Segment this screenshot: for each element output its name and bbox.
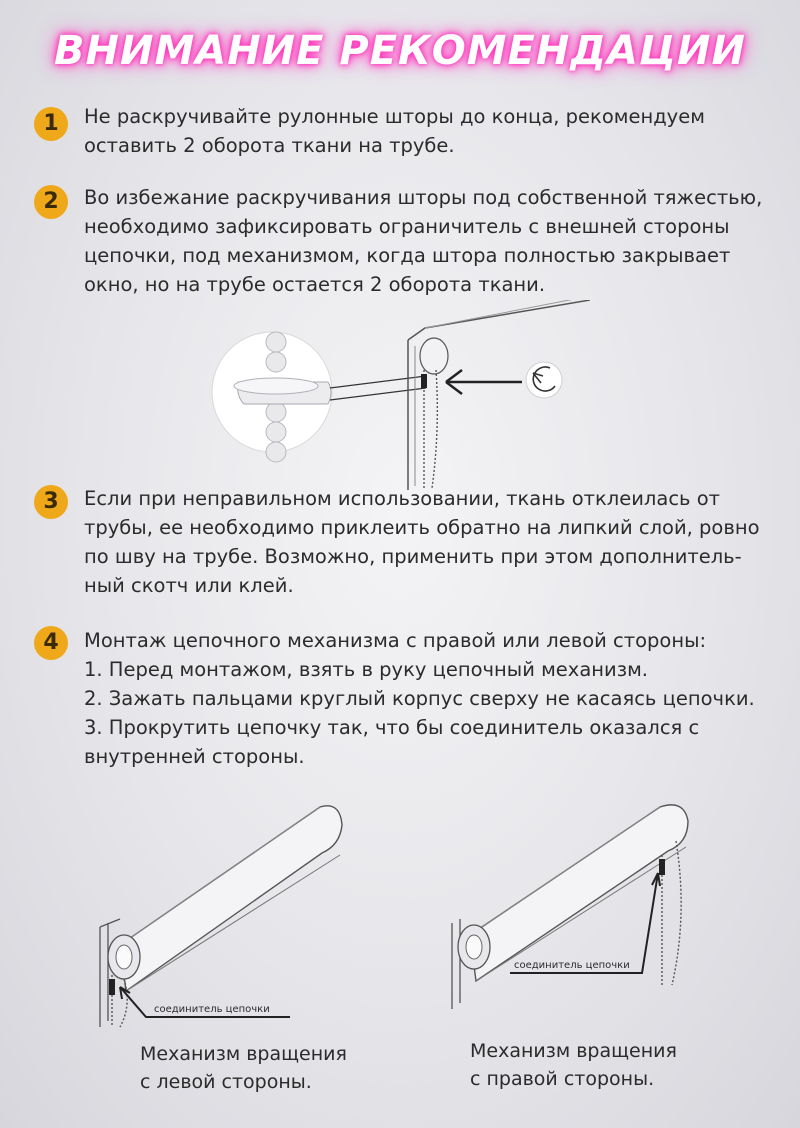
step-4-text <box>84 626 764 771</box>
connector-label: соединитель цепочки <box>154 1004 270 1015</box>
text-line: внутренней стороны. <box>84 745 305 768</box>
step-badge-4: 4 <box>34 626 68 660</box>
text-line: необходимо зафиксировать ограничитель с внешней стороны <box>84 215 730 238</box>
left-caption <box>140 1040 347 1096</box>
text-line: трубы, ее необходимо приклеить обратно на липкий слой, ровно <box>84 516 760 539</box>
right-caption <box>470 1037 677 1093</box>
text-line: 3. Прокрутить цепочку так, что бы соединитель оказался с <box>84 716 700 739</box>
step-3-text <box>84 484 764 600</box>
text-line: Не раскручивайте рулонные шторы до конца, рекомендуем <box>84 105 705 128</box>
text-line: цепочки, под механизмом, когда штора полностью закрывает <box>84 244 731 267</box>
text-line: 2. Зажать пальцами круглый корпус сверху не касаясь цепочки. <box>84 687 755 710</box>
text-line: окно, но на трубе остается 2 оборота ткани. <box>84 273 546 296</box>
left-mechanism-illustration <box>90 795 350 1030</box>
text-line: по шву на трубе. Возможно, применить при этом дополнитель- <box>84 545 742 568</box>
caption-line: с левой стороны. <box>140 1071 312 1093</box>
caption-line: Механизм вращения <box>140 1043 347 1065</box>
step-badge-1: 1 <box>34 107 68 141</box>
connector-label: соединитель цепочки <box>514 960 630 971</box>
caption-line: с правой стороны. <box>470 1068 655 1090</box>
text-line: 1. Перед монтажом, взять в руку цепочный механизм. <box>84 658 648 681</box>
right-mechanism-illustration <box>440 795 700 1020</box>
page-title: ВНИМАНИЕ РЕКОМЕНДАЦИИ <box>54 28 746 74</box>
step-2-text <box>84 183 764 299</box>
text-line: Монтаж цепочного механизма с правой или левой стороны: <box>84 629 707 652</box>
chain-stopper-illustration <box>210 300 590 490</box>
step-1-text <box>84 102 764 160</box>
step-badge-3: 3 <box>34 485 68 519</box>
text-line: Если при неправильном использовании, ткань отклеилась от <box>84 487 721 510</box>
caption-line: Механизм вращения <box>470 1040 677 1062</box>
step-badge-2: 2 <box>34 185 68 219</box>
text-line: оставить 2 оборота ткани на трубе. <box>84 134 455 157</box>
text-line: Во избежание раскручивания шторы под собственной тяжестью, <box>84 186 763 209</box>
text-line: ный скотч или клей. <box>84 574 294 597</box>
